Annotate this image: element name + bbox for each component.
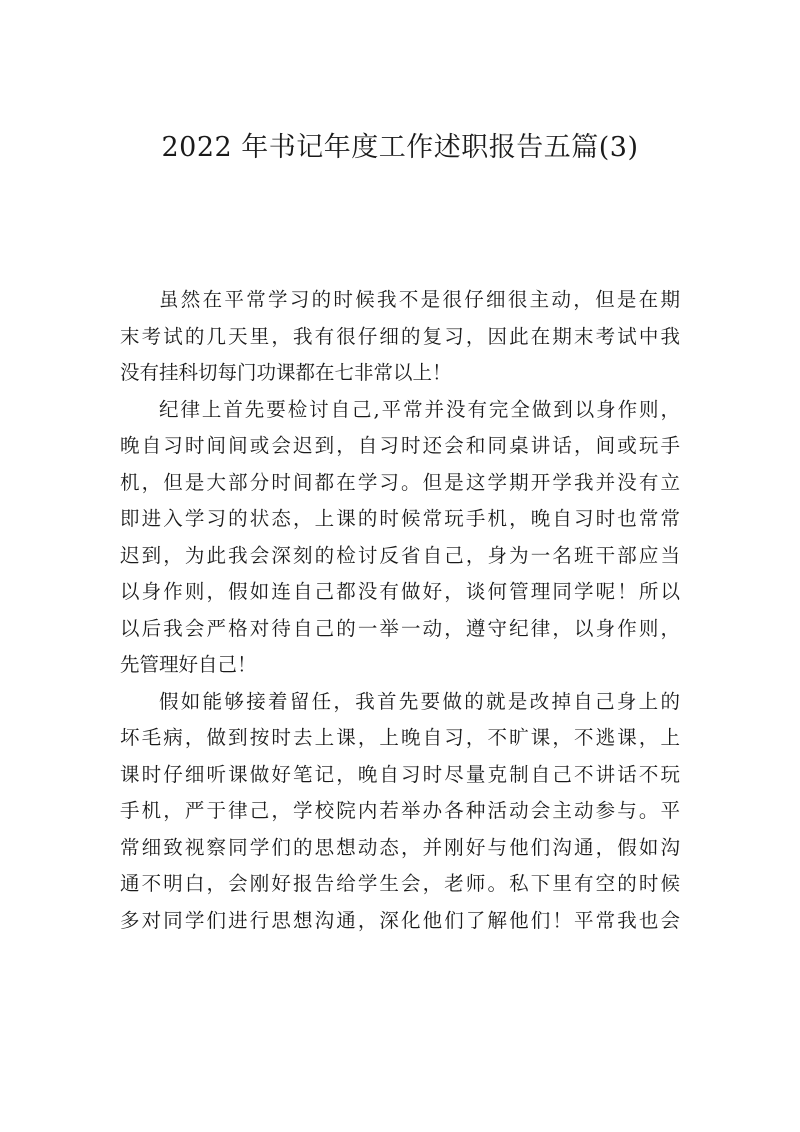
text-line: 即进入学习的状态，上课的时候常玩手机，晚自习时也常常	[120, 507, 680, 530]
document-body	[120, 282, 680, 939]
text-line: 手机，严于律己，学校院内若举办各种活动会主动参与。平	[120, 799, 680, 822]
text-line: 机，但是大部分时间都在学习。但是这学期开学我并没有立	[120, 470, 680, 494]
text-line: 多对同学们进行思想沟通，深化他们了解他们！平常我也会	[120, 908, 680, 932]
text-line: 没有挂科切每门功课都在七非常以上！	[120, 361, 452, 384]
text-line: 假如能够接着留任，我首先要做的就是改掉自己身上的	[159, 689, 680, 713]
text-line: 晚自习时间间或会迟到，自习时还会和同桌讲话，间或玩手	[120, 434, 680, 457]
text-line: 常细致视察同学们的思想动态，并刚好与他们沟通，假如沟	[120, 835, 680, 859]
text-line: 课时仔细听课做好笔记，晚自习时尽量克制自己不讲话不玩	[120, 762, 680, 786]
text-line: 迟到，为此我会深刻的检讨反省自己，身为一名班干部应当	[120, 543, 680, 567]
paragraph-2	[120, 392, 680, 684]
paragraph-1	[120, 282, 680, 392]
text-line: 以后我会严格对待自己的一举一动，遵守纪律，以身作则，	[120, 616, 680, 640]
text-line: 末考试的几天里，我有很仔细的复习，因此在期末考试中我	[120, 324, 680, 348]
text-line: 纪律上首先要检讨自己,平常并没有完全做到以身作则，	[159, 397, 680, 421]
text-line: 先管理好自己！	[120, 653, 257, 676]
text-line: 坏毛病，做到按时去上课，上晚自习，不旷课，不逃课，上	[120, 726, 680, 749]
text-line: 虽然在平常学习的时候我不是很仔细很主动，但是在期	[159, 288, 680, 311]
text-line: 以身作则，假如连自己都没有做好，谈何管理同学呢！所以	[120, 580, 680, 603]
document-title: 2022 年书记年度工作述职报告五篇(3)	[161, 132, 639, 163]
text-line: 通不明白，会刚好报告给学生会，老师。私下里有空的时候	[120, 872, 680, 895]
paragraph-3	[120, 684, 680, 940]
